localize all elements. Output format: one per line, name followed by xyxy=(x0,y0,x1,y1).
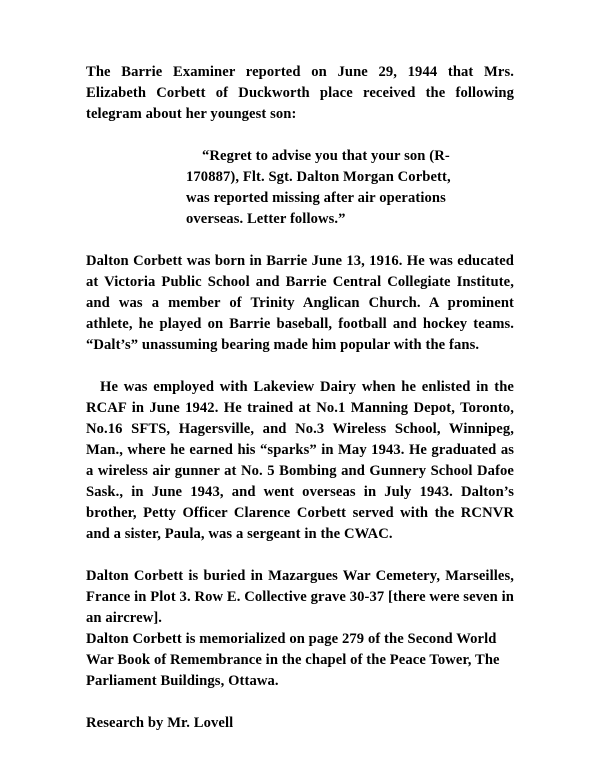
paragraph-early-life: Dalton Corbett was born in Barrie June 13, 1916. He was educated at Victoria Public School and Barrie Central Collegiate Institute, and was a member of Trinity Anglican Church. A prominent athlete, he played on Barrie baseball, football and hockey teams. “Dalt’s” unassuming bearing made him popular with the fans. xyxy=(86,253,514,353)
paragraph-service: He was employed with Lakeview Dairy when he enlisted in the RCAF in June 1942. He trained at No.1 Manning Depot, Toronto, No.16 SFTS, Hagersville, and No.3 Wireless School, Winnipeg, Man., where he earned his “sparks” in May 1943. He graduated as a wireless air gunner at No. 5 Bombing and Gunnery School Dafoe Sask., in June 1943, and went overseas in July 1943. Dalton’s brother, Petty Officer Clarence Corbett served with the RCNVR and a sister, Paula, was a sergeant in the CWAC. xyxy=(86,379,514,542)
paragraph-telegram-quote: “Regret to advise you that your son (R-170887), Flt. Sgt. Dalton Morgan Corbett, was reported missing after air operations overseas. Letter follows.” xyxy=(186,148,451,227)
paragraph-research-credit: Research by Mr. Lovell xyxy=(86,715,234,731)
telegram-quote-block xyxy=(186,146,462,230)
paragraph-intro: The Barrie Examiner reported on June 29, 1944 that Mrs. Elizabeth Corbett of Duckworth place received the following telegram about her youngest son: xyxy=(86,64,514,122)
document-text-block xyxy=(86,62,514,734)
paragraph-burial: Dalton Corbett is buried in Mazargues War Cemetery, Marseilles, France in Plot 3. Row E. Collective grave 30-37 [there were seven in an aircrew]. xyxy=(86,568,514,626)
paragraph-memorial: Dalton Corbett is memorialized on page 279 of the Second World War Book of Remembrance in the chapel of the Peace Tower, The Parliament Buildings, Ottawa. xyxy=(86,631,500,689)
